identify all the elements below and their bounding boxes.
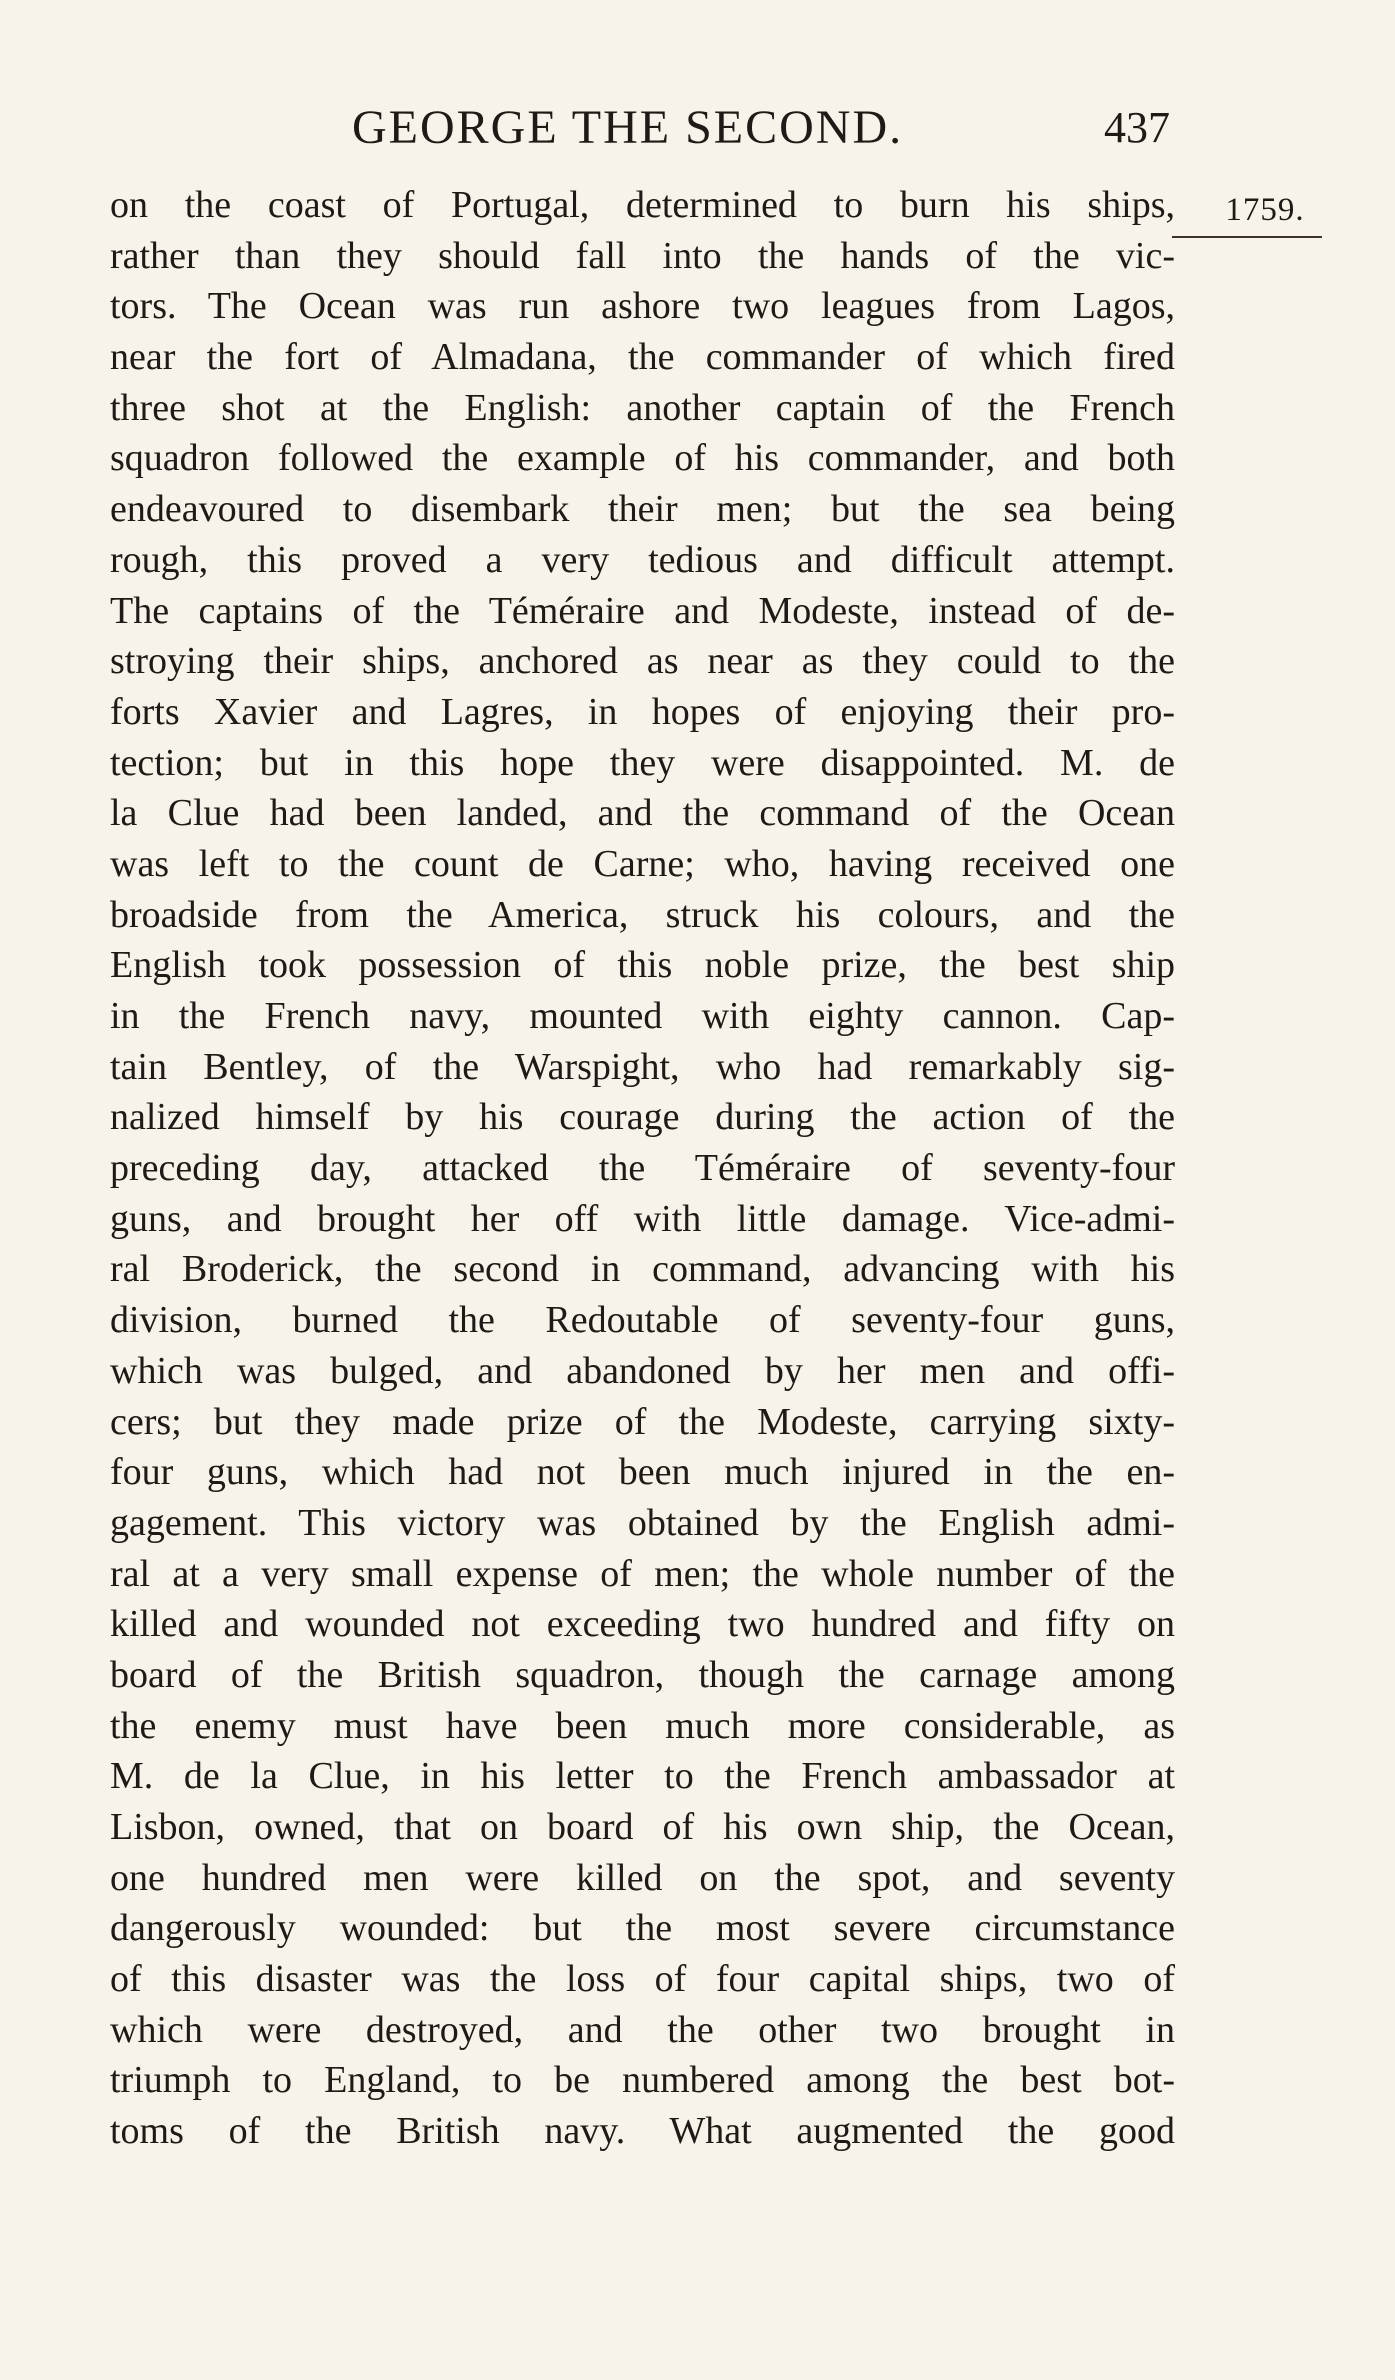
text-line: which were destroyed, and the other two brought in: [110, 2008, 1175, 2051]
text-line: broadside from the America, struck his colours, and the: [110, 893, 1175, 936]
text-line: ral Broderick, the second in command, advancing with his: [110, 1248, 1175, 1291]
text-line: cers; but they made prize of the Modeste, carrying sixty-: [110, 1400, 1175, 1443]
text-line: stroying their ships, anchored as near as they could to the: [110, 640, 1175, 683]
text-line: tors. The Ocean was run ashore two leagues from Lagos,: [110, 285, 1175, 328]
text-line: which was bulged, and abandoned by her men and offi-: [110, 1349, 1175, 1392]
page-number: 437: [1104, 103, 1170, 152]
text-line: one hundred men were killed on the spot, and seventy: [110, 1856, 1175, 1899]
text-line: in the French navy, mounted with eighty cannon. Cap-: [110, 995, 1175, 1037]
text-line: Lisbon, owned, that on board of his own ship, the Ocean,: [110, 1806, 1175, 1848]
text-line: dangerously wounded: but the most severe circumstance: [110, 1907, 1175, 1950]
text-line: four guns, which had not been much injured in the en-: [110, 1451, 1175, 1494]
text-line: tain Bentley, of the Warspight, who had remarkably sig-: [110, 1045, 1175, 1088]
margin-rule: [1172, 236, 1322, 238]
text-line: near the fort of Almadana, the commander of which fired: [110, 336, 1175, 379]
margin-note: [1200, 190, 1330, 238]
text-line: rather than they should fall into the hands of the vic-: [110, 234, 1175, 277]
text-line: toms of the British navy. What augmented the good: [110, 2110, 1175, 2153]
text-line: squadron followed the example of his commander, and both: [110, 437, 1175, 480]
text-line: M. de la Clue, in his letter to the French ambassador at: [110, 1755, 1175, 1798]
text-line: preceding day, attacked the Téméraire of seventy-four: [110, 1147, 1175, 1190]
text-line: nalized himself by his courage during the action of the: [110, 1096, 1175, 1139]
text-line: guns, and brought her off with little damage. Vice-admi-: [110, 1197, 1175, 1240]
running-title: GEORGE THE SECOND.: [352, 101, 904, 154]
text-line: gagement. This victory was obtained by the English admi-: [110, 1501, 1175, 1544]
text-line: of this disaster was the loss of four capital ships, two of: [110, 1958, 1175, 2001]
text-line: rough, this proved a very tedious and difficult attempt.: [110, 538, 1175, 581]
body-text: [110, 180, 1175, 2157]
text-line: three shot at the English: another captain of the French: [110, 386, 1175, 429]
text-line: English took possession of this noble prize, the best ship: [110, 944, 1175, 987]
text-line: tection; but in this hope they were disappointed. M. de: [110, 741, 1175, 784]
text-line: la Clue had been landed, and the command of the Ocean: [110, 792, 1175, 835]
text-line: was left to the count de Carne; who, having received one: [110, 842, 1175, 885]
text-line: killed and wounded not exceeding two hundred and fifty on: [110, 1603, 1175, 1646]
text-line: on the coast of Portugal, determined to burn his ships,: [110, 184, 1175, 226]
text-line: the enemy must have been much more considerable, as: [110, 1704, 1175, 1747]
text-line: board of the British squadron, though the carnage among: [110, 1653, 1175, 1696]
margin-year: 1759.: [1225, 192, 1305, 228]
running-head: [110, 100, 1170, 156]
text-line: The captains of the Téméraire and Modeste, instead of de-: [110, 589, 1175, 632]
text-line: division, burned the Redoutable of seventy-four guns,: [110, 1299, 1175, 1342]
text-line: endeavoured to disembark their men; but the sea being: [110, 488, 1175, 531]
text-line: forts Xavier and Lagres, in hopes of enjoying their pro-: [110, 690, 1175, 733]
text-line: triumph to England, to be numbered among the best bot-: [110, 2059, 1175, 2102]
text-line: ral at a very small expense of men; the whole number of the: [110, 1552, 1175, 1595]
